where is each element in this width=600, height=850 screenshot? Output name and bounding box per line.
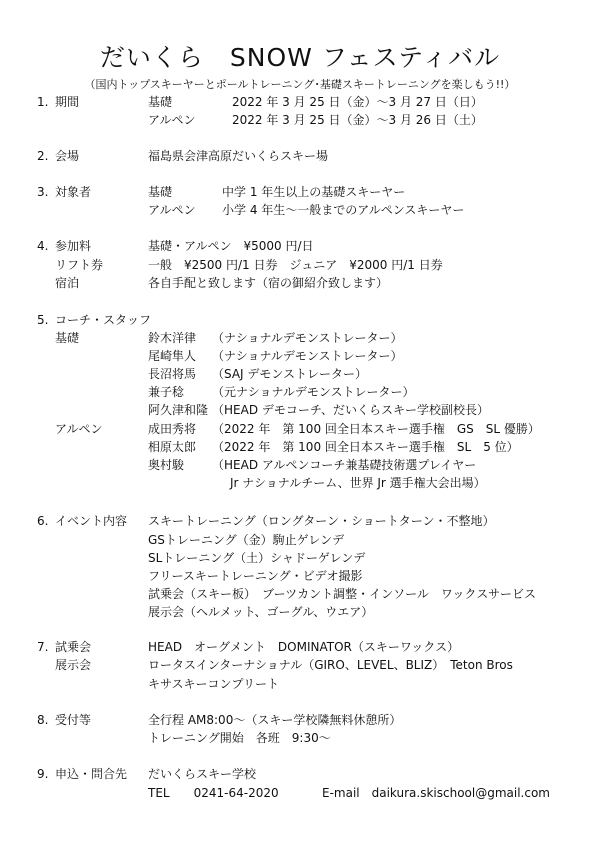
section-number: 1. bbox=[37, 95, 49, 109]
event-item: GSトレーニング（金）駒止ゲレンデ bbox=[148, 533, 345, 547]
section-label-period: 期間 bbox=[55, 95, 80, 109]
coach-title: （ナショナルデモンストレーター） bbox=[212, 331, 403, 345]
section-label-contact: 申込・問合先 bbox=[55, 767, 128, 781]
coach-title: （ナショナルデモンストレーター） bbox=[212, 349, 403, 363]
period-basic-dates: 2022 年 3 月 25 日（金）～3 月 27 日（日） bbox=[232, 95, 483, 109]
section-label-venue: 会場 bbox=[55, 149, 80, 163]
brand-line: キサスキーコンプリート bbox=[148, 677, 280, 691]
event-item: 試乗会（スキー板） ブーツカント調整・インソール ワックスサービス bbox=[148, 587, 536, 601]
fee-amount: 基礎・アルペン ¥5000 円/日 bbox=[148, 239, 314, 253]
section-label-events: イベント内容 bbox=[55, 514, 128, 528]
target-basic-label: 基礎 bbox=[148, 185, 173, 199]
coach-title: （HEAD デモコーチ、だいくらスキー学校副校長） bbox=[212, 403, 490, 417]
section-number: 7. bbox=[37, 640, 49, 654]
reception-time: 全行程 AM8:00～（スキー学校隣無料休憩所） bbox=[148, 713, 402, 727]
coach-name: 奥村駿 bbox=[148, 458, 185, 472]
target-alpine-label: アルペン bbox=[148, 203, 196, 217]
brand-line: ロータスインターナショナル（GIRO、LEVEL、BLIZ） Teton Bros bbox=[148, 658, 513, 672]
coach-name: 成田秀将 bbox=[148, 422, 197, 436]
contact-phone: TEL 0241-64-2020 bbox=[148, 786, 279, 800]
page-subtitle: （国内トップスキーヤーとポールトレーニング･基礎スキートレーニングを楽しもう!!） bbox=[84, 78, 516, 91]
brand-line: HEAD オーグメント DOMINATOR（スキーワックス） bbox=[148, 640, 460, 654]
page-title: だいくら SNOW フェスティバル bbox=[99, 43, 501, 72]
coach-name: 兼子稔 bbox=[148, 385, 185, 399]
section-number: 3. bbox=[37, 185, 49, 199]
lodging-note: 各自手配と致します（宿の御紹介致します） bbox=[148, 276, 389, 290]
sublabel-alpine: アルペン bbox=[55, 422, 103, 436]
period-alpine-label: アルペン bbox=[148, 113, 196, 127]
section-label-test-ride: 試乗会 bbox=[55, 640, 92, 654]
section-number: 6. bbox=[37, 514, 49, 528]
coach-title: （HEAD アルペンコーチ兼基礎技術選プレイヤー bbox=[212, 458, 477, 472]
period-alpine-dates: 2022 年 3 月 25 日（金）～3 月 26 日（土） bbox=[232, 113, 483, 127]
event-item: スキートレーニング（ロングターン・ショートターン・不整地） bbox=[148, 514, 495, 528]
coach-title: （SAJ デモンストレーター） bbox=[212, 367, 368, 381]
coach-name: 長沼将馬 bbox=[148, 367, 197, 381]
coach-title-continued: Jr ナショナルチーム、世界 Jr 選手権大会出場） bbox=[230, 476, 486, 490]
event-item: SLトレーニング（土）シャドーゲレンデ bbox=[148, 551, 366, 565]
event-item: 展示会（ヘルメット、ゴーグル、ウエア） bbox=[148, 605, 374, 619]
sublabel-lift-ticket: リフト券 bbox=[55, 258, 104, 272]
training-start: トレーニング開始 各班 9:30～ bbox=[148, 731, 331, 745]
coach-title: （2022 年 第 100 回全日本スキー選手権 SL 5 位） bbox=[212, 440, 519, 454]
contact-email: E-mail daikura.skischool@gmail.com bbox=[322, 786, 550, 800]
section-number: 4. bbox=[37, 239, 49, 253]
section-number: 2. bbox=[37, 149, 49, 163]
section-label-fee: 参加料 bbox=[55, 239, 92, 253]
period-basic-label: 基礎 bbox=[148, 95, 173, 109]
coach-title: （元ナショナルデモンストレーター） bbox=[212, 385, 415, 399]
target-alpine-desc: 小学 4 年生～一般までのアルペンスキーヤー bbox=[222, 203, 465, 217]
coach-title: （2022 年 第 100 回全日本スキー選手権 GS SL 優勝） bbox=[212, 422, 540, 436]
sublabel-basic: 基礎 bbox=[55, 331, 80, 345]
coach-name: 阿久津和隆 bbox=[148, 403, 209, 417]
sublabel-exhibition: 展示会 bbox=[55, 658, 92, 672]
section-number: 9. bbox=[37, 767, 49, 781]
event-item: フリースキートレーニング・ビデオ撮影 bbox=[148, 569, 363, 583]
section-label-coaches: コーチ・スタッフ bbox=[55, 313, 152, 327]
contact-school: だいくらスキー学校 bbox=[148, 767, 257, 781]
section-label-reception: 受付等 bbox=[55, 713, 92, 727]
target-basic-desc: 中学 1 年生以上の基礎スキーヤー bbox=[222, 185, 406, 199]
coach-name: 相原太郎 bbox=[148, 440, 197, 454]
coach-name: 鈴木洋律 bbox=[148, 331, 197, 345]
venue-name: 福島県会津高原だいくらスキー場 bbox=[148, 149, 329, 163]
section-number: 5. bbox=[37, 313, 49, 327]
section-number: 8. bbox=[37, 713, 49, 727]
lift-ticket-price: 一般 ¥2500 円/1 日券 ジュニア ¥2000 円/1 日券 bbox=[148, 258, 443, 272]
section-label-target: 対象者 bbox=[55, 185, 92, 199]
coach-name: 尾崎隼人 bbox=[148, 349, 197, 363]
sublabel-lodging: 宿泊 bbox=[55, 276, 80, 290]
